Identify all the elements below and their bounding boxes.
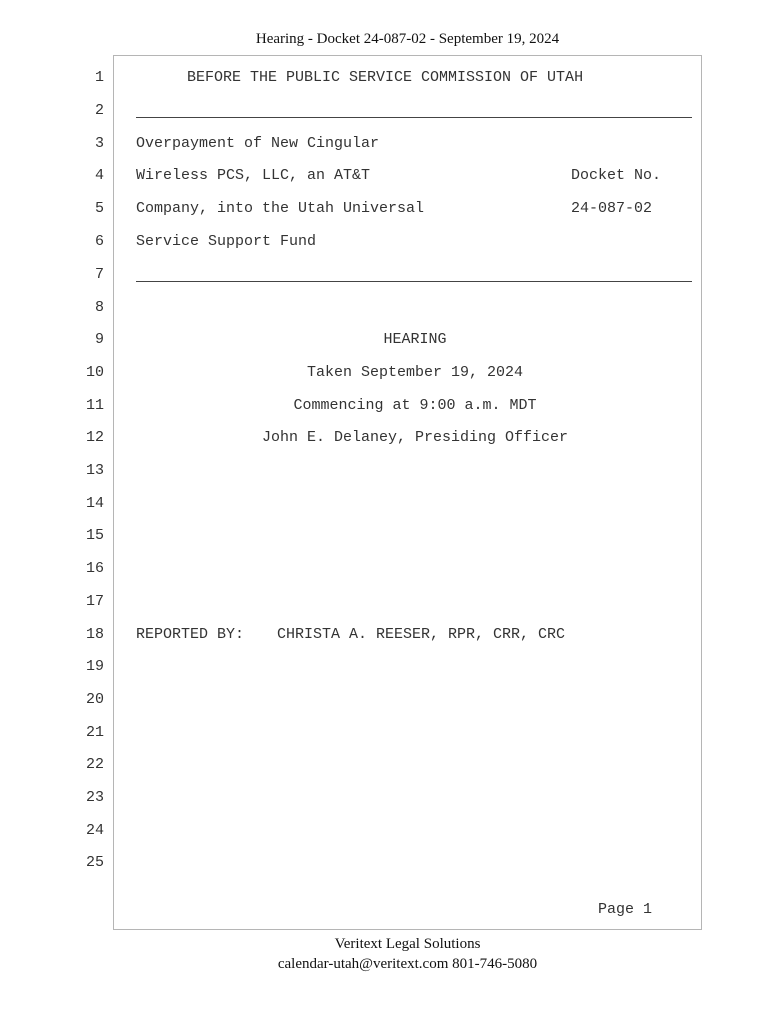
page-number: Page 1 [598, 901, 653, 918]
line-number: 23 [85, 789, 104, 806]
line-number: 3 [94, 135, 104, 152]
hearing-date: Taken September 19, 2024 [306, 364, 524, 381]
hearing-start-time: Commencing at 9:00 a.m. MDT [293, 397, 537, 414]
line-number: 20 [85, 691, 104, 708]
line-number: 5 [94, 200, 104, 217]
line-number: 1 [94, 69, 104, 86]
matter-line-1: Overpayment of New Cingular [136, 135, 380, 152]
line-number: 22 [85, 756, 104, 773]
transcript-page-frame [113, 55, 702, 930]
line-number: 24 [85, 822, 104, 839]
matter-line-3: Company, into the Utah Universal [136, 200, 425, 217]
footer-company: Veritext Legal Solutions [334, 936, 481, 952]
line-number: 21 [85, 724, 104, 741]
matter-line-2: Wireless PCS, LLC, an AT&T [136, 167, 371, 184]
footer-contact: calendar-utah@veritext.com 801-746-5080 [277, 956, 538, 972]
line-number: 25 [85, 854, 104, 871]
reporter-label: REPORTED BY: [136, 626, 245, 643]
reporter-name: CHRISTA A. REESER, RPR, CRR, CRC [277, 626, 566, 643]
document-header: Hearing - Docket 24-087-02 - September 19, 2024 [255, 31, 560, 47]
caption-divider-top [136, 117, 692, 118]
line-number: 11 [85, 397, 104, 414]
hearing-title: HEARING [383, 331, 447, 348]
line-number: 13 [85, 462, 104, 479]
line-number: 2 [94, 102, 104, 119]
presiding-officer: John E. Delaney, Presiding Officer [261, 429, 569, 446]
line-number: 16 [85, 560, 104, 577]
line-number: 7 [94, 266, 104, 283]
docket-number: 24-087-02 [571, 200, 653, 217]
matter-line-4: Service Support Fund [136, 233, 317, 250]
line-number: 8 [94, 299, 104, 316]
line-number: 9 [94, 331, 104, 348]
line-number: 12 [85, 429, 104, 446]
line-number: 14 [85, 495, 104, 512]
caption-divider-bottom [136, 281, 692, 282]
line-number: 18 [85, 626, 104, 643]
docket-label: Docket No. [571, 167, 662, 184]
line-number: 17 [85, 593, 104, 610]
line-number: 19 [85, 658, 104, 675]
line-number: 4 [94, 167, 104, 184]
line-number: 10 [85, 364, 104, 381]
line-number: 15 [85, 527, 104, 544]
commission-title: BEFORE THE PUBLIC SERVICE COMMISSION OF UTAH [187, 69, 584, 86]
line-number: 6 [94, 233, 104, 250]
